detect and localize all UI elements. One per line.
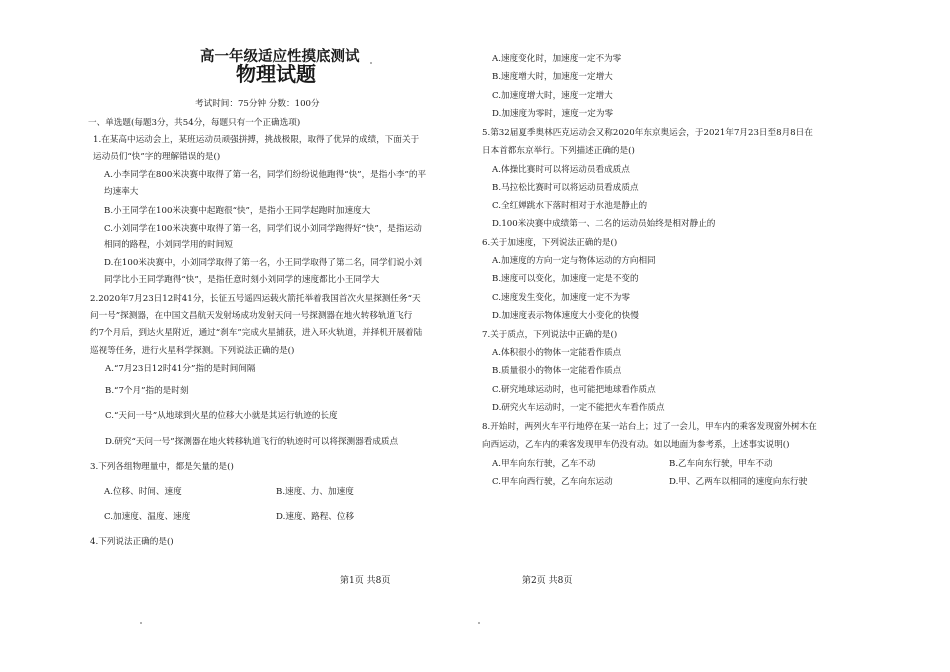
- q1-option-a-line1: A.小李同学在800米决赛中取得了第一名，同学们纷纷说他跑得“快”，是指小李”的平: [104, 170, 427, 180]
- q3-option-c: C.加速度、温度、速度: [104, 512, 191, 522]
- q2-stem-line3: 约7个月后，到达火星附近，通过“刹车”完成火星捕获，进入环火轨道，并择机开展着陆: [90, 328, 423, 338]
- q6-option-c: C.速度发生变化，加速度一定不为零: [492, 293, 630, 303]
- q1-option-d-line2: 同学比小王同学跑得“快”，是指任意时刻小刘同学的速度都比小王同学大: [104, 275, 380, 285]
- q2-option-c: C.“天问一号”从地球到火星的位移大小就是其运行轨迹的长度: [105, 411, 338, 421]
- q2-stem-line4: 巡视等任务，进行火星科学探测。下列说法正确的是(): [90, 346, 295, 356]
- q2-stem-line1: 2.2020年7月23日12时41分，长征五号遥四运载火箭托举着我国首次火星探测任务“天: [90, 294, 421, 304]
- q8-stem-line1: 8.开始时，两列火车平行地停在某一站台上；过了一会儿，甲车内的乘客发现窗外树木在: [482, 422, 817, 432]
- q1-stem-line1: 1.在某高中运动会上，某班运动员顽强拼搏，挑战极限，取得了优异的成绩，下面关于: [93, 135, 420, 145]
- q8-option-b: B.乙车向东行驶，甲车不动: [669, 459, 773, 469]
- q6-option-a: A.加速度的方向一定与物体运动的方向相同: [492, 256, 656, 266]
- q1-option-b: B.小王同学在100米决赛中起跑很“快”，是指小王同学起跑时加速度大: [104, 206, 371, 216]
- q4-option-a: A.速度变化时，加速度一定不为零: [492, 54, 622, 64]
- q8-stem-line2: 向西运动，乙车内的乘客发现甲车仍没有动。如以地面为参考系，上述事实说明(): [482, 440, 790, 450]
- stray-mark: [478, 622, 480, 624]
- q8-option-c: C.甲车向西行驶，乙车向东运动: [492, 477, 613, 487]
- q7-option-b: B.质量很小的物体一定能看作质点: [492, 366, 622, 376]
- stray-mark: [140, 622, 142, 624]
- q6-option-b: B.速度可以变化，加速度一定是不变的: [492, 274, 639, 284]
- q8-option-d: D.甲、乙两车以相同的速度向东行驶: [669, 477, 808, 487]
- section-heading: 一、单选题(每题3分，共54分，每题只有一个正确选项): [88, 118, 301, 128]
- q3-option-d: D.速度、路程、位移: [276, 512, 355, 522]
- q5-option-c: C.全红婵跳水下落时相对于水池是静止的: [492, 201, 648, 211]
- q6-option-d: D.加速度表示物体速度大小变化的快慢: [492, 311, 639, 321]
- q7-stem: 7.关于质点，下列说法中正确的是(): [482, 330, 618, 340]
- stray-mark: [370, 62, 372, 64]
- exam-info: 考试时间：75分钟 分数：100分: [195, 99, 320, 109]
- page-2-footer: 第2页 共8页: [522, 576, 573, 586]
- exam-title: 高一年级适应性摸底测试: [200, 49, 360, 65]
- q1-stem-line2: 运动员们“快”字的理解错误的是(): [93, 152, 221, 162]
- q7-option-a: A.体积很小的物体一定能看作质点: [492, 348, 622, 358]
- q5-stem-line2: 日本首都东京举行。下列描述正确的是(): [482, 146, 635, 156]
- q6-stem: 6.关于加速度，下列说法正确的是(): [482, 238, 618, 248]
- subject-title: 物理试题: [236, 62, 316, 86]
- q1-option-d-line1: D.在100米决赛中，小刘同学取得了第一名，小王同学取得了第二名，同学们说小刘: [104, 258, 422, 268]
- q2-option-d: D.研究“天问一号”探测器在地火转移轨道飞行的轨迹时可以将探测器看成质点: [105, 437, 399, 447]
- q4-stem: 4.下列说法正确的是(): [90, 537, 174, 547]
- q1-option-a-line2: 均速率大: [104, 187, 139, 197]
- q2-option-b: B.“7个月”指的是时刻: [105, 386, 189, 396]
- q5-option-b: B.马拉松比赛时可以将运动员看成质点: [492, 183, 639, 193]
- page-1-footer: 第1页 共8页: [340, 576, 391, 586]
- q1-option-c-line1: C.小刘同学在100米决赛中取得了第一名，同学们说小刘同学跑得好“快”，是指运动: [104, 224, 422, 234]
- q4-option-b: B.速度增大时，加速度一定增大: [492, 72, 613, 82]
- q3-option-b: B.速度、力、加速度: [276, 487, 354, 497]
- q2-stem-line2: 问一号”探测器，在中国文昌航天发射场成功发射天问一号探测器在地火转移轨道飞行: [90, 311, 413, 321]
- q7-option-d: D.研究火车运动时，一定不能把火车看作质点: [492, 403, 665, 413]
- q5-option-d: D.100米决赛中成绩第一、二名的运动员始终是相对静止的: [492, 219, 716, 229]
- q3-option-a: A.位移、时间、速度: [104, 487, 182, 497]
- q1-option-c-line2: 相同的路程，小刘同学用的时间短: [104, 240, 233, 250]
- q2-option-a: A.“7月23日12时41分”指的是时间间隔: [105, 364, 256, 374]
- q8-option-a: A.甲车向东行驶，乙车不动: [492, 459, 596, 469]
- q7-option-c: C.研究地球运动时，也可能把地球看作质点: [492, 385, 656, 395]
- q4-option-d: D.加速度为零时，速度一定为零: [492, 109, 614, 119]
- q3-stem: 3.下列各组物理量中，都是矢量的是(): [90, 462, 234, 472]
- q5-stem-line1: 5.第32届夏季奥林匹克运动会又称2020年东京奥运会，于2021年7月23日至8月8日在: [482, 128, 813, 138]
- q5-option-a: A.体操比赛时可以将运动员看成质点: [492, 165, 630, 175]
- q4-option-c: C.加速度增大时，速度一定增大: [492, 91, 613, 101]
